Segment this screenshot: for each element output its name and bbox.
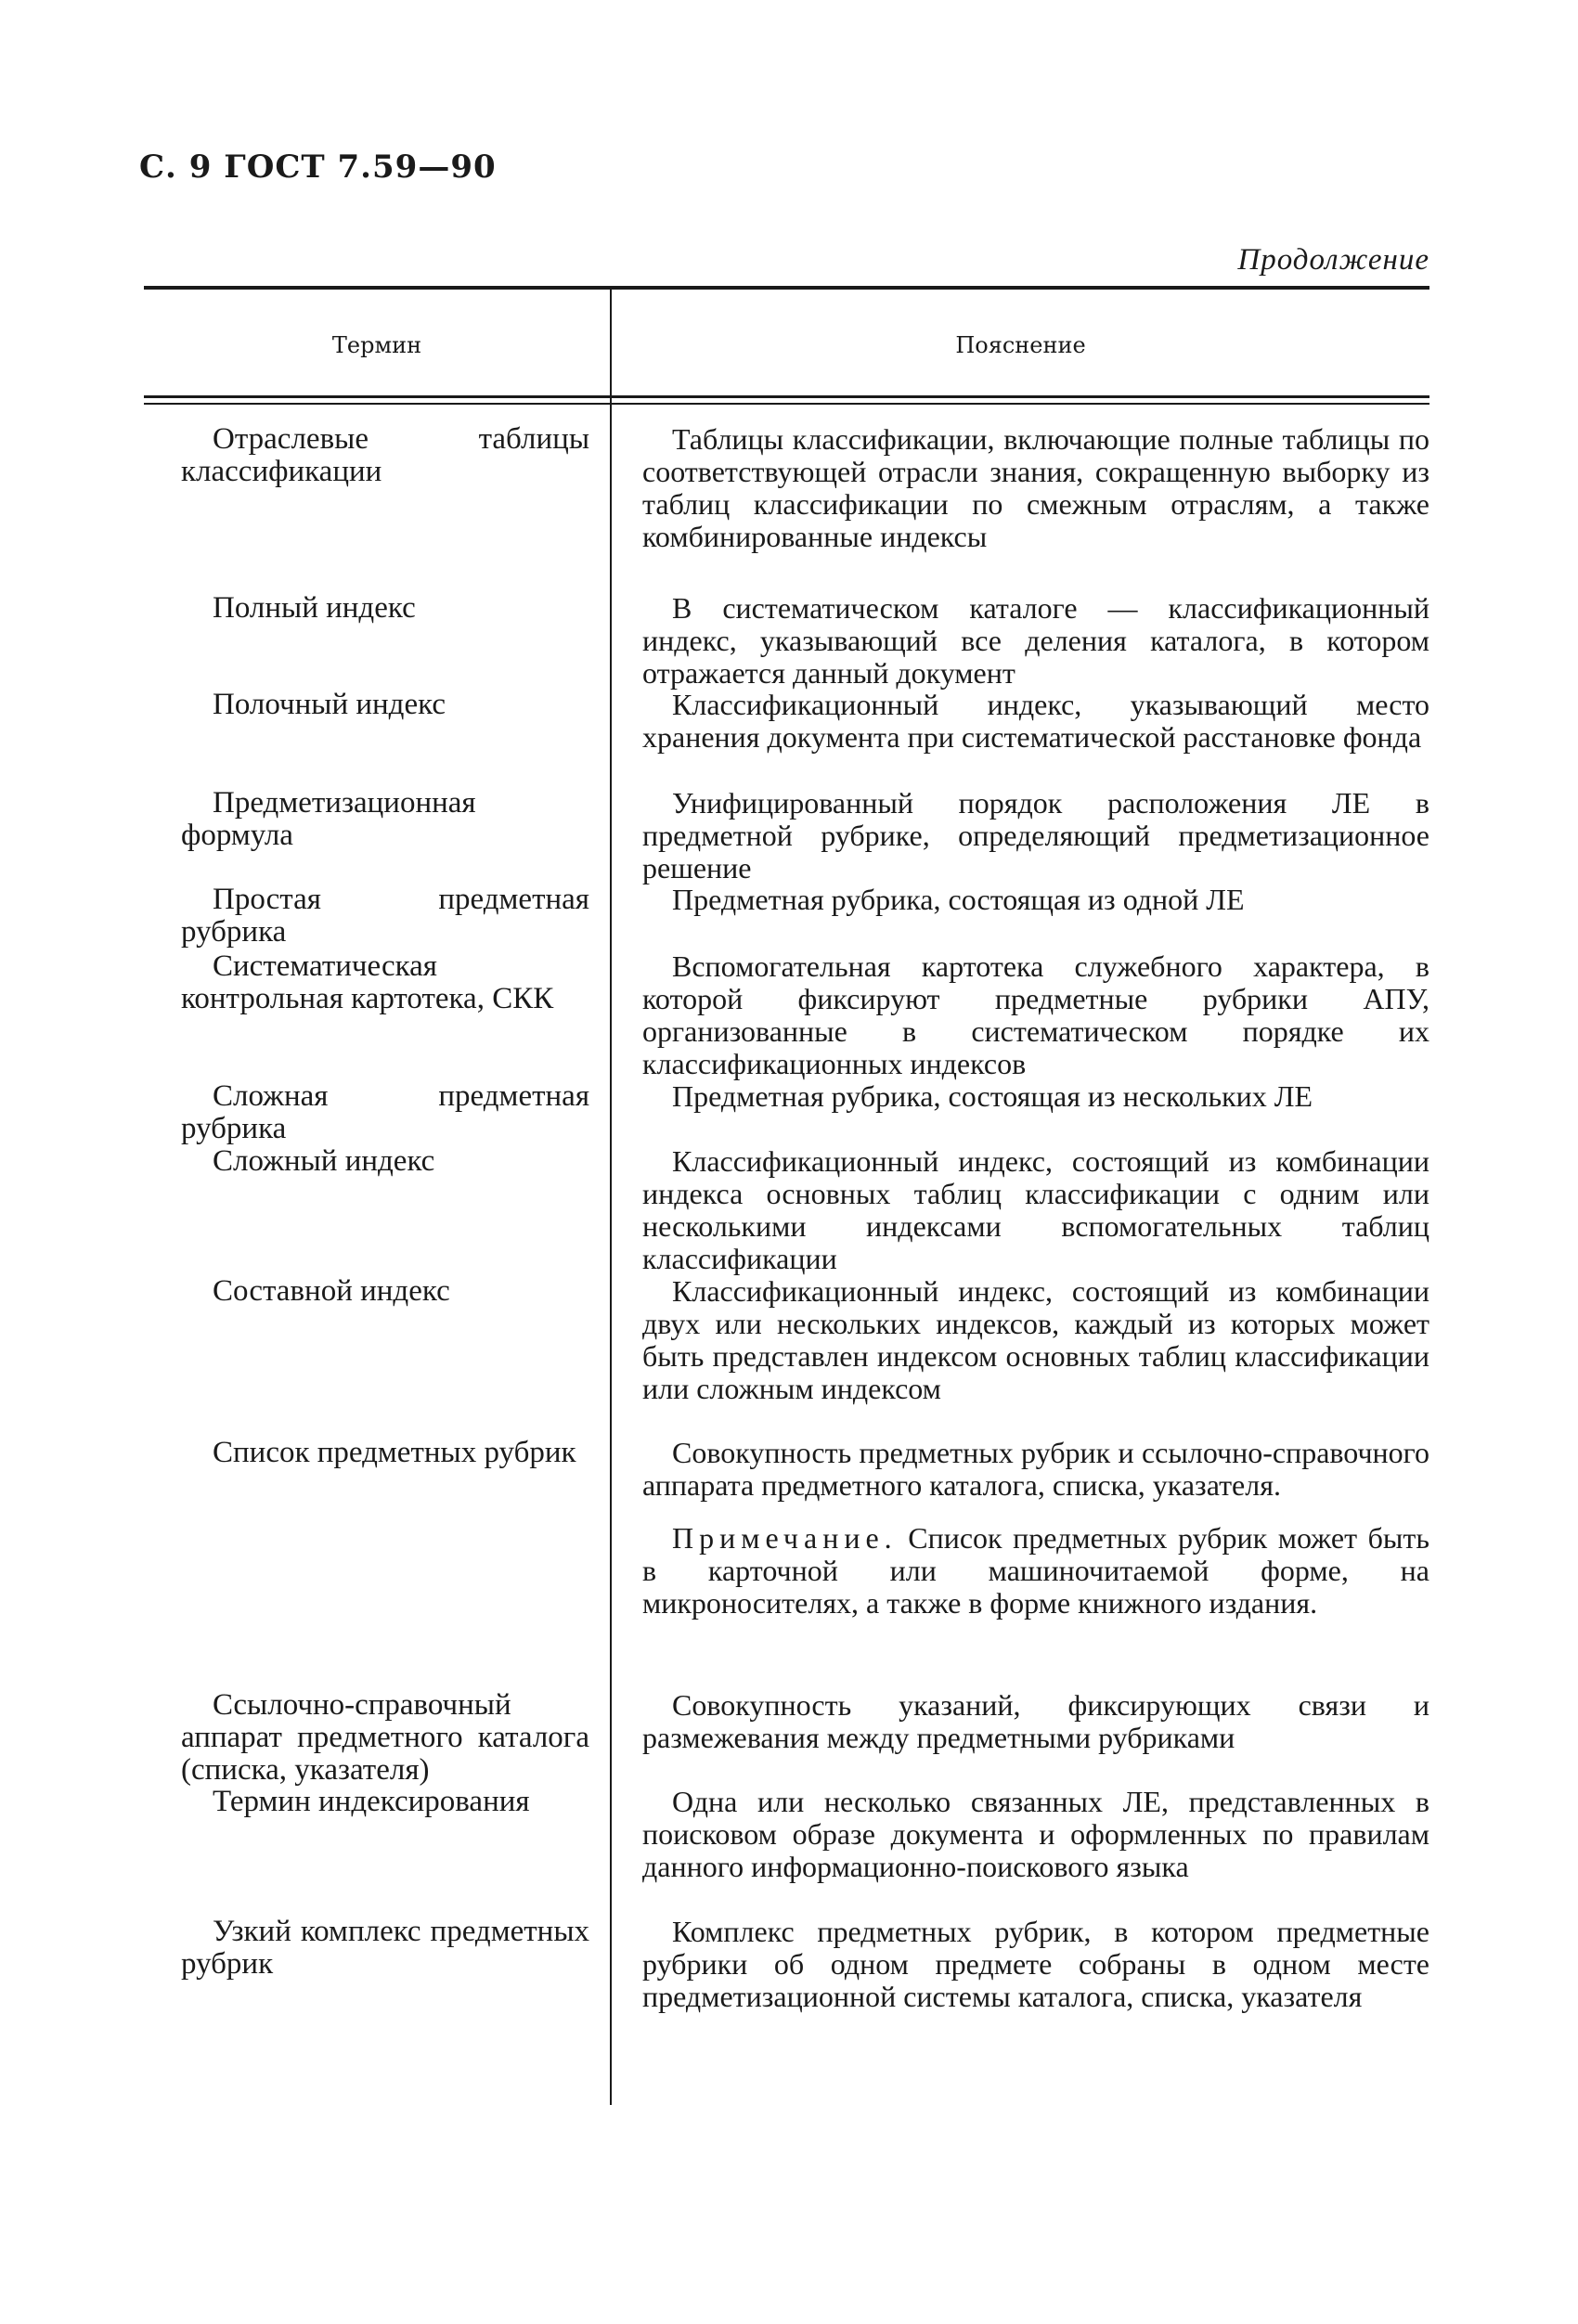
explanation-cell: Классификационный индекс, состоящий из комбинации индекса основных таблиц классификации с одним или несколькими индексами вспомогательных таблиц классификации <box>642 1144 1429 1275</box>
term-cell: Узкий комплекс предметных рубрик <box>181 1915 589 1981</box>
explanation-cell: Совокупность предметных рубрик и ссылочно-справочного аппарата предметного каталога, списка, указателя. Примечание. Список предметных рубрик может быть в карточной или машиночитаемой форме, на микроносителях, а также в форме книжного издания. <box>642 1436 1429 1620</box>
term-cell: Полочный индекс <box>213 688 446 721</box>
header-bottom-rule <box>144 395 1429 398</box>
explanation-cell: Таблицы классификации, включающие полные таблицы по соответствующей отрасли знания, сокращенную выборку из таблиц классификации по смежным отраслям, а также комбинированные индексы <box>642 422 1429 553</box>
terms-table <box>144 286 1429 2105</box>
column-header-term: Термин <box>331 332 422 358</box>
term-cell: Ссылочно-справочный аппарат предметного каталога (списка, указателя) <box>181 1688 589 1787</box>
term-cell: Предметизационная формула <box>181 786 476 852</box>
term-cell: Сложный индекс <box>213 1144 435 1178</box>
explanation-cell: Предметная рубрика, состоящая из одной ЛЕ <box>672 883 1245 916</box>
term-cell: Составной индекс <box>213 1274 450 1308</box>
column-divider <box>610 286 612 2105</box>
explanation-cell: Совокупность указаний, фиксирующих связи и размежевания между предметными рубриками <box>642 1688 1429 1754</box>
column-header-explanation: Пояснение <box>955 332 1086 358</box>
note-text: Список предметных рубрик может быть в карточной или машиночитаемой форме, на микроносителях, а также в форме книжного издания. <box>642 1521 1429 1620</box>
explanation-cell: Предметная рубрика, состоящая из нескольких ЛЕ <box>672 1079 1313 1113</box>
explanation-cell: Вспомогательная картотека служебного характера, в которой фиксируют предметные рубрики АПУ, организованные в систематическом порядке их классификационных индексов <box>642 949 1429 1080</box>
table-top-rule <box>144 286 1429 290</box>
page-header: С. 9 ГОСТ 7.59—90 <box>139 148 497 186</box>
term-cell: Отраслевые таблицы классификации <box>181 422 589 488</box>
explanation-cell: Классификационный индекс, состоящий из комбинации двух или нескольких индексов, каждый из которых может быть представлен индексом основных таблиц классификации или сложным индексом <box>642 1274 1429 1405</box>
header-bottom-rule-2 <box>144 403 1429 405</box>
term-cell: Сложная предметная рубрика <box>181 1079 589 1145</box>
term-cell: Термин индексирования <box>213 1785 530 1818</box>
note-label: Примечание. <box>672 1521 898 1555</box>
continuation-label: Продолжение <box>1237 243 1429 277</box>
explanation-cell: В систематическом каталоге — классификационный индекс, указывающий все деления каталога, в котором отражается данный документ <box>642 591 1429 690</box>
term-cell: Список предметных рубрик <box>213 1436 576 1469</box>
explanation-cell: Классификационный индекс, указывающий место хранения документа при систематической расстановке фонда <box>642 688 1429 754</box>
explanation-cell: Одна или несколько связанных ЛЕ, представленных в поисковом образе документа и оформленных по правилам данного информационно-поискового языка <box>642 1785 1429 1883</box>
explanation-cell: Комплекс предметных рубрик, в котором предметные рубрики об одном предмете собраны в одном месте предметизационной системы каталога, списка, указателя <box>642 1915 1429 2013</box>
term-cell: Полный индекс <box>213 591 416 625</box>
term-cell: Простая предметная рубрика <box>181 883 589 949</box>
explanation-cell: Унифицированный порядок расположения ЛЕ в предметной рубрике, определяющий предметизационное решение <box>642 786 1429 884</box>
term-cell: Систематическая контрольная картотека, СКК <box>181 949 554 1015</box>
